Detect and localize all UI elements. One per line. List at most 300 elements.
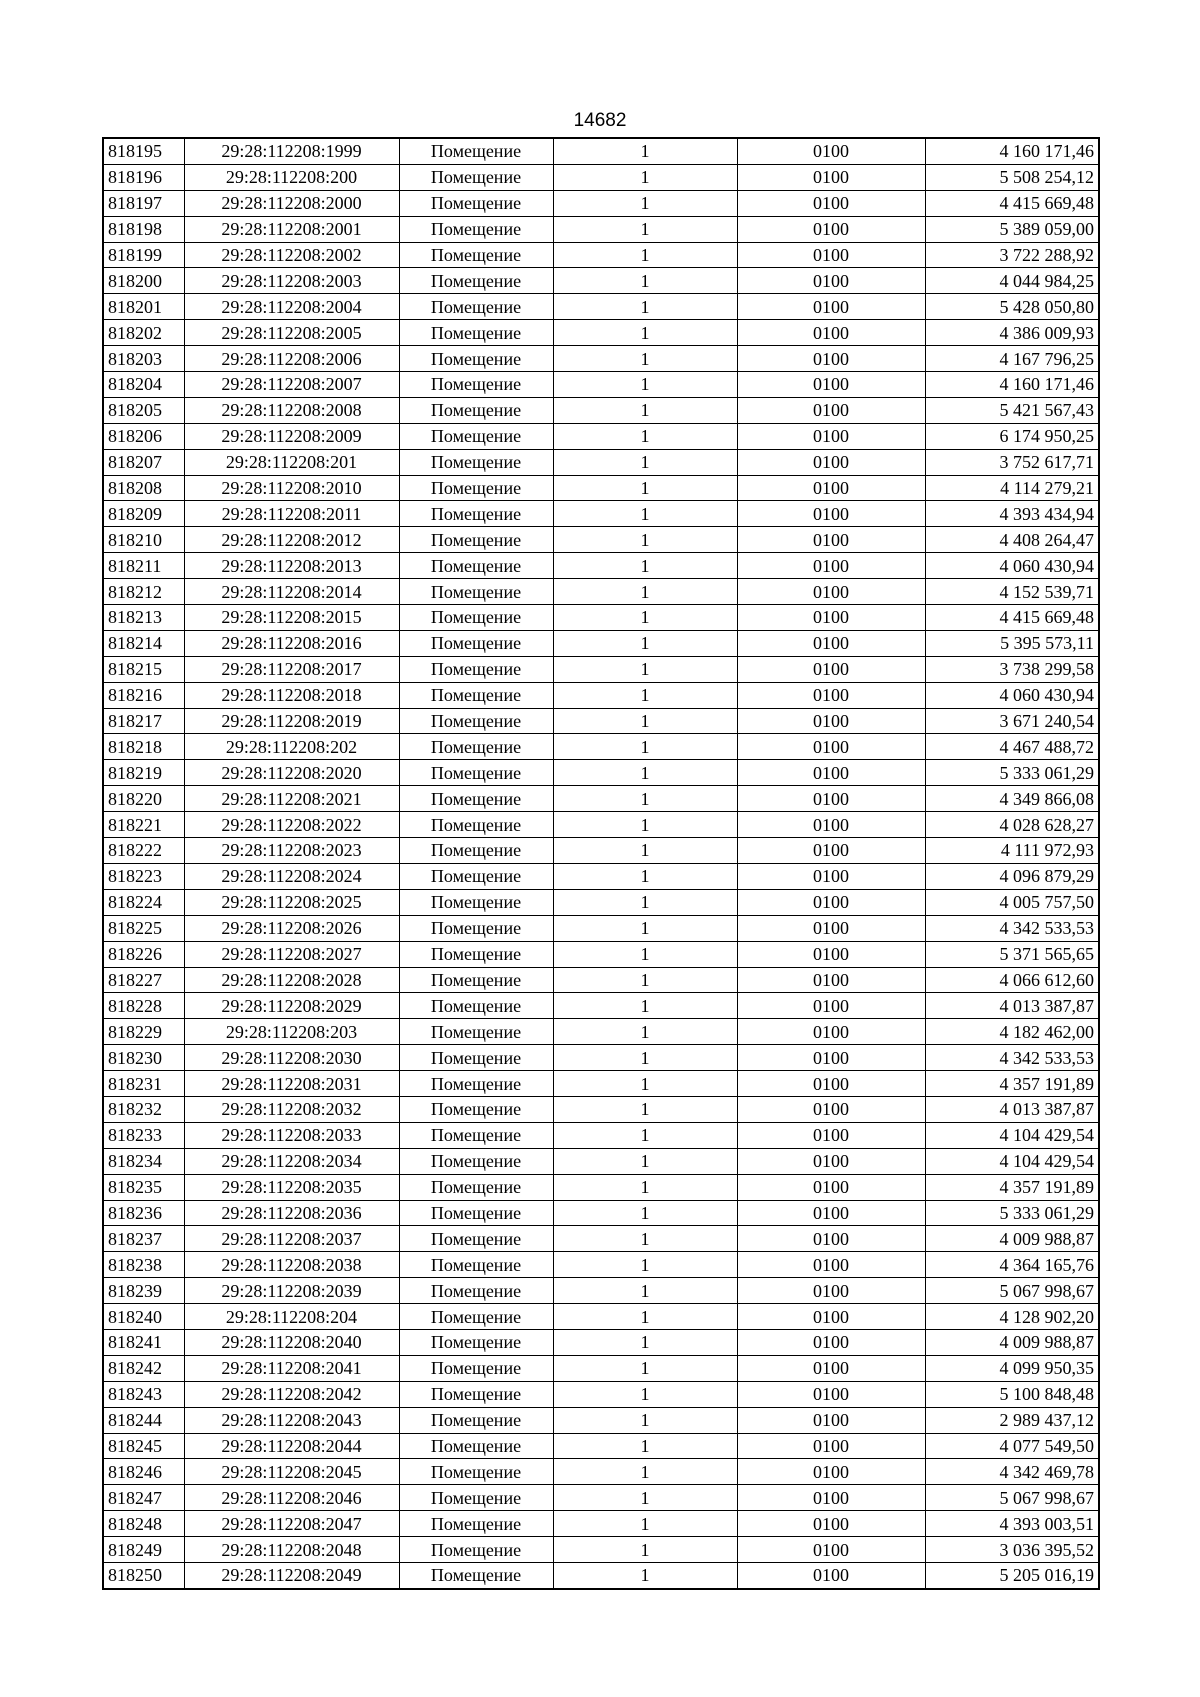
table-row [103,786,1099,812]
object-type-cell: Помещение [399,1355,553,1381]
cadastral-value-cell: 4 152 539,71 [925,579,1099,605]
count-cell: 1 [553,579,737,605]
row-id-cell: 818246 [103,1459,184,1485]
code-cell: 0100 [737,1226,925,1252]
row-id-cell: 818203 [103,346,184,372]
object-type-cell: Помещение [399,1562,553,1588]
object-type-cell: Помещение [399,1537,553,1563]
object-type-cell: Помещение [399,734,553,760]
table-row [103,682,1099,708]
object-type-cell: Помещение [399,1278,553,1304]
table-row [103,863,1099,889]
table-row [103,1252,1099,1278]
table-row [103,1122,1099,1148]
object-type-cell: Помещение [399,1122,553,1148]
code-cell: 0100 [737,423,925,449]
object-type-cell: Помещение [399,889,553,915]
code-cell: 0100 [737,838,925,864]
count-cell: 1 [553,1045,737,1071]
cadastral-value-cell: 3 722 288,92 [925,242,1099,268]
table-row [103,708,1099,734]
count-cell: 1 [553,786,737,812]
cadastral-number-cell: 29:28:112208:2036 [184,1200,399,1226]
object-type-cell: Помещение [399,915,553,941]
count-cell: 1 [553,1278,737,1304]
row-id-cell: 818245 [103,1433,184,1459]
row-id-cell: 818247 [103,1485,184,1511]
cadastral-value-cell: 5 100 848,48 [925,1381,1099,1407]
table-row [103,1433,1099,1459]
row-id-cell: 818196 [103,164,184,190]
cadastral-value-cell: 5 067 998,67 [925,1485,1099,1511]
code-cell: 0100 [737,1511,925,1537]
cadastral-value-cell: 3 752 617,71 [925,449,1099,475]
table-row [103,605,1099,631]
object-type-cell: Помещение [399,1511,553,1537]
cadastral-number-cell: 29:28:112208:2034 [184,1148,399,1174]
table-row [103,1329,1099,1355]
table-row [103,423,1099,449]
table-row [103,915,1099,941]
code-cell: 0100 [737,553,925,579]
table-row [103,1537,1099,1563]
code-cell: 0100 [737,1562,925,1588]
count-cell: 1 [553,475,737,501]
code-cell: 0100 [737,1122,925,1148]
cadastral-number-cell: 29:28:112208:2047 [184,1511,399,1537]
cadastral-value-cell: 4 013 387,87 [925,1096,1099,1122]
cadastral-value-cell: 5 428 050,80 [925,294,1099,320]
count-cell: 1 [553,1071,737,1097]
cadastral-value-cell: 4 005 757,50 [925,889,1099,915]
cadastral-number-cell: 29:28:112208:201 [184,449,399,475]
object-type-cell: Помещение [399,268,553,294]
cadastral-number-cell: 29:28:112208:2012 [184,527,399,553]
count-cell: 1 [553,346,737,372]
cadastral-number-cell: 29:28:112208:2033 [184,1122,399,1148]
table-row [103,838,1099,864]
row-id-cell: 818238 [103,1252,184,1278]
object-type-cell: Помещение [399,423,553,449]
code-cell: 0100 [737,579,925,605]
code-cell: 0100 [737,1174,925,1200]
object-type-cell: Помещение [399,1252,553,1278]
cadastral-number-cell: 29:28:112208:1999 [184,138,399,164]
code-cell: 0100 [737,346,925,372]
row-id-cell: 818211 [103,553,184,579]
row-id-cell: 818201 [103,294,184,320]
cadastral-number-cell: 29:28:112208:2043 [184,1407,399,1433]
object-type-cell: Помещение [399,1407,553,1433]
count-cell: 1 [553,1096,737,1122]
count-cell: 1 [553,294,737,320]
object-type-cell: Помещение [399,449,553,475]
code-cell: 0100 [737,889,925,915]
row-id-cell: 818219 [103,760,184,786]
row-id-cell: 818216 [103,682,184,708]
row-id-cell: 818200 [103,268,184,294]
count-cell: 1 [553,1226,737,1252]
row-id-cell: 818225 [103,915,184,941]
cadastral-number-cell: 29:28:112208:2008 [184,397,399,423]
count-cell: 1 [553,397,737,423]
code-cell: 0100 [737,1304,925,1330]
object-type-cell: Помещение [399,553,553,579]
cadastral-number-cell: 29:28:112208:2030 [184,1045,399,1071]
count-cell: 1 [553,527,737,553]
cadastral-value-cell: 4 357 191,89 [925,1174,1099,1200]
count-cell: 1 [553,941,737,967]
cadastral-number-cell: 29:28:112208:2001 [184,216,399,242]
cadastral-number-cell: 29:28:112208:2045 [184,1459,399,1485]
cadastral-number-cell: 29:28:112208:2040 [184,1329,399,1355]
code-cell: 0100 [737,138,925,164]
table-row [103,1148,1099,1174]
row-id-cell: 818223 [103,863,184,889]
code-cell: 0100 [737,1381,925,1407]
row-id-cell: 818210 [103,527,184,553]
count-cell: 1 [553,838,737,864]
table-row [103,1562,1099,1588]
code-cell: 0100 [737,1485,925,1511]
code-cell: 0100 [737,242,925,268]
count-cell: 1 [553,190,737,216]
object-type-cell: Помещение [399,1381,553,1407]
table-row [103,1459,1099,1485]
code-cell: 0100 [737,1096,925,1122]
object-type-cell: Помещение [399,397,553,423]
table-row [103,993,1099,1019]
cadastral-number-cell: 29:28:112208:2029 [184,993,399,1019]
cadastral-number-cell: 29:28:112208:204 [184,1304,399,1330]
object-type-cell: Помещение [399,1174,553,1200]
cadastral-value-cell: 4 467 488,72 [925,734,1099,760]
cadastral-value-cell: 4 415 669,48 [925,605,1099,631]
cadastral-number-cell: 29:28:112208:2017 [184,656,399,682]
table-row [103,1226,1099,1252]
cadastral-number-cell: 29:28:112208:2031 [184,1071,399,1097]
object-type-cell: Помещение [399,1226,553,1252]
table-row [103,630,1099,656]
cadastral-value-cell: 4 128 902,20 [925,1304,1099,1330]
count-cell: 1 [553,1562,737,1588]
table-row [103,1278,1099,1304]
cadastral-number-cell: 29:28:112208:2046 [184,1485,399,1511]
cadastral-number-cell: 29:28:112208:2021 [184,786,399,812]
count-cell: 1 [553,605,737,631]
object-type-cell: Помещение [399,1045,553,1071]
count-cell: 1 [553,656,737,682]
cadastral-number-cell: 29:28:112208:2009 [184,423,399,449]
table-row [103,941,1099,967]
count-cell: 1 [553,216,737,242]
count-cell: 1 [553,734,737,760]
object-type-cell: Помещение [399,863,553,889]
cadastral-number-cell: 29:28:112208:2037 [184,1226,399,1252]
object-type-cell: Помещение [399,1071,553,1097]
cadastral-number-cell: 29:28:112208:200 [184,164,399,190]
object-type-cell: Помещение [399,1304,553,1330]
object-type-cell: Помещение [399,1433,553,1459]
code-cell: 0100 [737,501,925,527]
cadastral-value-cell: 4 114 279,21 [925,475,1099,501]
count-cell: 1 [553,449,737,475]
cadastral-value-cell: 5 421 567,43 [925,397,1099,423]
cadastral-number-cell: 29:28:112208:2007 [184,372,399,398]
cadastral-value-cell: 4 013 387,87 [925,993,1099,1019]
cadastral-number-cell: 29:28:112208:2004 [184,294,399,320]
code-cell: 0100 [737,1045,925,1071]
row-id-cell: 818220 [103,786,184,812]
row-id-cell: 818231 [103,1071,184,1097]
table-row [103,216,1099,242]
code-cell: 0100 [737,1252,925,1278]
row-id-cell: 818230 [103,1045,184,1071]
cadastral-number-cell: 29:28:112208:2020 [184,760,399,786]
cadastral-value-cell: 4 393 003,51 [925,1511,1099,1537]
cadastral-number-cell: 29:28:112208:2025 [184,889,399,915]
table-row [103,1019,1099,1045]
table-row [103,1511,1099,1537]
cadastral-number-cell: 29:28:112208:2014 [184,579,399,605]
cadastral-value-cell: 4 160 171,46 [925,138,1099,164]
object-type-cell: Помещение [399,838,553,864]
table-row [103,164,1099,190]
object-type-cell: Помещение [399,138,553,164]
row-id-cell: 818199 [103,242,184,268]
object-type-cell: Помещение [399,941,553,967]
code-cell: 0100 [737,1019,925,1045]
row-id-cell: 818234 [103,1148,184,1174]
cadastral-number-cell: 29:28:112208:203 [184,1019,399,1045]
table-row [103,967,1099,993]
cadastral-number-cell: 29:28:112208:2011 [184,501,399,527]
cadastral-value-cell: 4 415 669,48 [925,190,1099,216]
row-id-cell: 818233 [103,1122,184,1148]
count-cell: 1 [553,1407,737,1433]
count-cell: 1 [553,630,737,656]
count-cell: 1 [553,501,737,527]
table-row [103,1381,1099,1407]
cadastral-number-cell: 29:28:112208:2026 [184,915,399,941]
code-cell: 0100 [737,320,925,346]
code-cell: 0100 [737,449,925,475]
cadastral-number-cell: 29:28:112208:2013 [184,553,399,579]
object-type-cell: Помещение [399,708,553,734]
table-row [103,372,1099,398]
cadastral-value-cell: 3 738 299,58 [925,656,1099,682]
code-cell: 0100 [737,1433,925,1459]
code-cell: 0100 [737,760,925,786]
cadastral-number-cell: 29:28:112208:2005 [184,320,399,346]
code-cell: 0100 [737,1200,925,1226]
table-row [103,527,1099,553]
cadastral-value-cell: 4 066 612,60 [925,967,1099,993]
code-cell: 0100 [737,164,925,190]
cadastral-number-cell: 29:28:112208:2041 [184,1355,399,1381]
count-cell: 1 [553,682,737,708]
count-cell: 1 [553,708,737,734]
code-cell: 0100 [737,1459,925,1485]
object-type-cell: Помещение [399,1200,553,1226]
row-id-cell: 818239 [103,1278,184,1304]
count-cell: 1 [553,1511,737,1537]
count-cell: 1 [553,164,737,190]
count-cell: 1 [553,863,737,889]
cadastral-number-cell: 29:28:112208:2039 [184,1278,399,1304]
cadastral-value-cell: 4 364 165,76 [925,1252,1099,1278]
object-type-cell: Помещение [399,1019,553,1045]
row-id-cell: 818221 [103,812,184,838]
row-id-cell: 818226 [103,941,184,967]
code-cell: 0100 [737,1355,925,1381]
table-row [103,1355,1099,1381]
count-cell: 1 [553,242,737,268]
cadastral-value-cell: 4 044 984,25 [925,268,1099,294]
object-type-cell: Помещение [399,346,553,372]
table-row [103,501,1099,527]
row-id-cell: 818218 [103,734,184,760]
object-type-cell: Помещение [399,501,553,527]
table-row [103,346,1099,372]
object-type-cell: Помещение [399,372,553,398]
row-id-cell: 818202 [103,320,184,346]
count-cell: 1 [553,268,737,294]
count-cell: 1 [553,812,737,838]
table-row [103,579,1099,605]
table-row [103,760,1099,786]
cadastral-value-cell: 4 342 469,78 [925,1459,1099,1485]
registry-table [102,137,1100,1590]
cadastral-value-cell: 4 099 950,35 [925,1355,1099,1381]
row-id-cell: 818241 [103,1329,184,1355]
cadastral-number-cell: 29:28:112208:2006 [184,346,399,372]
count-cell: 1 [553,1329,737,1355]
count-cell: 1 [553,1537,737,1563]
row-id-cell: 818204 [103,372,184,398]
row-id-cell: 818206 [103,423,184,449]
count-cell: 1 [553,1381,737,1407]
table-row [103,397,1099,423]
cadastral-value-cell: 4 060 430,94 [925,682,1099,708]
cadastral-number-cell: 29:28:112208:2019 [184,708,399,734]
cadastral-value-cell: 4 060 430,94 [925,553,1099,579]
object-type-cell: Помещение [399,475,553,501]
count-cell: 1 [553,1304,737,1330]
object-type-cell: Помещение [399,630,553,656]
page-number: 14682 [573,110,627,131]
row-id-cell: 818212 [103,579,184,605]
cadastral-value-cell: 4 111 972,93 [925,838,1099,864]
table-row [103,1045,1099,1071]
row-id-cell: 818214 [103,630,184,656]
row-id-cell: 818208 [103,475,184,501]
cadastral-number-cell: 29:28:112208:2015 [184,605,399,631]
count-cell: 1 [553,1148,737,1174]
table-row [103,734,1099,760]
code-cell: 0100 [737,656,925,682]
object-type-cell: Помещение [399,216,553,242]
cadastral-number-cell: 29:28:112208:2010 [184,475,399,501]
cadastral-value-cell: 5 205 016,19 [925,1562,1099,1588]
cadastral-value-cell: 5 508 254,12 [925,164,1099,190]
cadastral-number-cell: 29:28:112208:2028 [184,967,399,993]
object-type-cell: Помещение [399,605,553,631]
cadastral-number-cell: 29:28:112208:202 [184,734,399,760]
row-id-cell: 818249 [103,1537,184,1563]
row-id-cell: 818217 [103,708,184,734]
code-cell: 0100 [737,216,925,242]
cadastral-number-cell: 29:28:112208:2003 [184,268,399,294]
cadastral-number-cell: 29:28:112208:2023 [184,838,399,864]
count-cell: 1 [553,372,737,398]
code-cell: 0100 [737,1407,925,1433]
row-id-cell: 818250 [103,1562,184,1588]
table-row [103,449,1099,475]
object-type-cell: Помещение [399,1485,553,1511]
cadastral-value-cell: 4 009 988,87 [925,1226,1099,1252]
row-id-cell: 818227 [103,967,184,993]
code-cell: 0100 [737,372,925,398]
cadastral-value-cell: 4 167 796,25 [925,346,1099,372]
cadastral-value-cell: 4 104 429,54 [925,1148,1099,1174]
cadastral-value-cell: 4 357 191,89 [925,1071,1099,1097]
table-row [103,294,1099,320]
object-type-cell: Помещение [399,967,553,993]
row-id-cell: 818205 [103,397,184,423]
cadastral-number-cell: 29:28:112208:2016 [184,630,399,656]
table-row [103,242,1099,268]
code-cell: 0100 [737,786,925,812]
count-cell: 1 [553,1174,737,1200]
count-cell: 1 [553,967,737,993]
object-type-cell: Помещение [399,579,553,605]
count-cell: 1 [553,993,737,1019]
table-row [103,1485,1099,1511]
count-cell: 1 [553,553,737,579]
count-cell: 1 [553,1252,737,1278]
count-cell: 1 [553,760,737,786]
object-type-cell: Помещение [399,812,553,838]
count-cell: 1 [553,889,737,915]
code-cell: 0100 [737,1537,925,1563]
row-id-cell: 818248 [103,1511,184,1537]
cadastral-value-cell: 4 160 171,46 [925,372,1099,398]
code-cell: 0100 [737,268,925,294]
object-type-cell: Помещение [399,1459,553,1485]
object-type-cell: Помещение [399,190,553,216]
cadastral-number-cell: 29:28:112208:2038 [184,1252,399,1278]
cadastral-number-cell: 29:28:112208:2044 [184,1433,399,1459]
code-cell: 0100 [737,1278,925,1304]
code-cell: 0100 [737,294,925,320]
table-row [103,1200,1099,1226]
count-cell: 1 [553,320,737,346]
cadastral-value-cell: 4 408 264,47 [925,527,1099,553]
cadastral-value-cell: 5 067 998,67 [925,1278,1099,1304]
code-cell: 0100 [737,708,925,734]
row-id-cell: 818235 [103,1174,184,1200]
cadastral-value-cell: 4 393 434,94 [925,501,1099,527]
table-row [103,475,1099,501]
row-id-cell: 818213 [103,605,184,631]
object-type-cell: Помещение [399,294,553,320]
cadastral-value-cell: 4 096 879,29 [925,863,1099,889]
row-id-cell: 818207 [103,449,184,475]
cadastral-value-cell: 3 036 395,52 [925,1537,1099,1563]
row-id-cell: 818224 [103,889,184,915]
cadastral-number-cell: 29:28:112208:2000 [184,190,399,216]
